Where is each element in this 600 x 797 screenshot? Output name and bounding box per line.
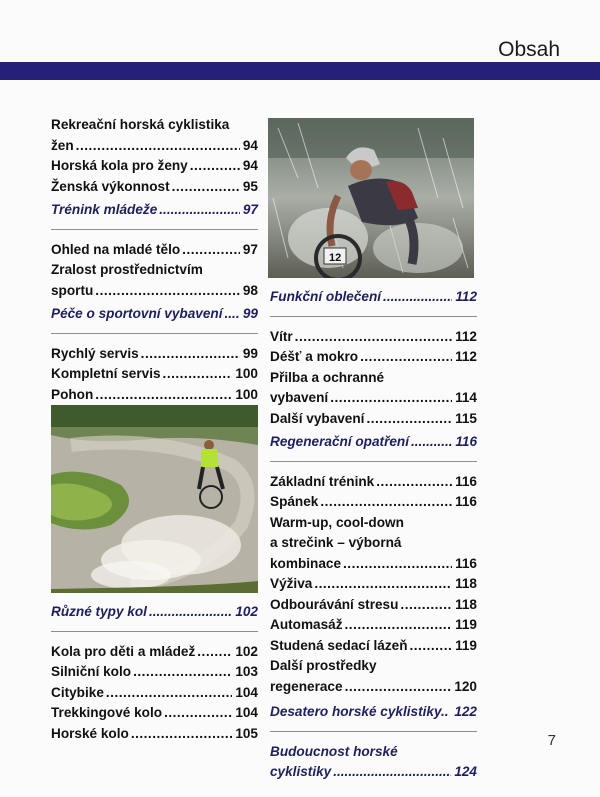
entry-page: 119 — [455, 617, 477, 632]
entry-page: 94 — [242, 137, 258, 153]
entry-page: 118 — [455, 596, 477, 612]
toc-section[interactable] — [270, 702, 477, 723]
section-title: cyklistiky — [270, 764, 332, 779]
toc-entry[interactable] — [270, 409, 477, 430]
entry-page: 99 — [242, 345, 258, 361]
entry-page: 102 — [235, 643, 258, 659]
divider — [270, 316, 477, 317]
toc-section[interactable] — [51, 304, 258, 325]
toc-entry[interactable] — [51, 156, 258, 177]
section-page: 122 — [454, 704, 477, 719]
photo-cyclist-gravel — [51, 405, 258, 593]
entry-title: Automasáž — [270, 617, 343, 632]
toc-section[interactable] — [270, 432, 477, 453]
section-page: 124 — [454, 764, 477, 779]
section-title: Péče o sportovní vybavení — [51, 306, 223, 321]
entry-title-line: Warm-up, cool-down — [270, 514, 404, 530]
toc-left-column-lower — [51, 602, 258, 744]
toc-entry[interactable] — [51, 683, 258, 704]
entry-title: Silniční kolo — [51, 664, 132, 679]
toc-section[interactable] — [270, 742, 477, 783]
entry-page: 100 — [235, 366, 258, 381]
entry-page: 95 — [242, 178, 258, 194]
toc-section[interactable] — [51, 200, 258, 221]
toc-right-column — [270, 287, 477, 783]
divider — [270, 461, 477, 462]
section-page: 97 — [242, 202, 258, 217]
entry-page: 98 — [242, 282, 258, 298]
toc-entry[interactable] — [270, 615, 477, 636]
entry-title-line: Rekreační horská cyklistika — [51, 117, 230, 132]
entry-title: Horské kolo — [51, 725, 129, 741]
divider — [51, 631, 258, 632]
entry-title: Horská kola pro ženy — [51, 158, 188, 173]
toc-section[interactable] — [51, 602, 258, 623]
entry-title-line: Zralost prostřednictvím — [51, 262, 203, 277]
entry-title: Kompletní servis — [51, 366, 161, 381]
entry-page: 114 — [455, 390, 477, 405]
entry-title-line: a strečink – výborná — [270, 535, 402, 550]
entry-title: Ohled na mladé tělo — [51, 241, 181, 257]
divider — [51, 333, 258, 334]
entry-page: 112 — [455, 349, 477, 364]
toc-entry[interactable] — [51, 662, 258, 683]
entry-title: Pohon — [51, 386, 94, 402]
toc-entry[interactable] — [270, 636, 477, 657]
entry-page: 120 — [454, 678, 477, 694]
entry-title: vybavení — [270, 390, 329, 405]
section-title: Trénink mládeže — [51, 202, 158, 217]
section-title: Funkční oblečení — [270, 289, 382, 304]
section-page: 99 — [242, 306, 258, 321]
toc-entry[interactable] — [270, 492, 477, 513]
entry-title: Citybike — [51, 684, 104, 700]
toc-entry[interactable] — [51, 385, 258, 406]
entry-title: Kola pro děti a mládež — [51, 643, 196, 659]
toc-entry[interactable] — [51, 344, 258, 365]
entry-page: 119 — [455, 637, 477, 653]
toc-entry[interactable] — [270, 472, 477, 493]
entry-title: Odbourávání stresu — [270, 596, 399, 612]
entry-title-line: Přilba a ochranné — [270, 369, 385, 385]
section-title-line: Budoucnost horské — [270, 743, 398, 759]
number-plate: 12 — [329, 252, 342, 264]
toc-left-column — [51, 115, 258, 426]
toc-entry[interactable] — [270, 368, 477, 409]
toc-entry[interactable] — [270, 574, 477, 595]
entry-page: 104 — [235, 705, 258, 720]
entry-title: regenerace — [270, 678, 343, 694]
divider — [51, 229, 258, 230]
section-page: 112 — [455, 289, 477, 304]
toc-entry[interactable] — [270, 347, 477, 368]
entry-page: 103 — [235, 664, 258, 679]
entry-title-line: Další prostředky — [270, 658, 377, 673]
toc-entry[interactable] — [51, 364, 258, 385]
section-title: Různé typy kol — [51, 604, 147, 619]
header-bar — [0, 62, 600, 80]
entry-title: Výživa — [270, 576, 313, 591]
entry-title: Další vybavení — [270, 410, 365, 426]
toc-entry[interactable] — [51, 115, 258, 156]
entry-title: Spánek — [270, 494, 319, 509]
section-title: Regenerační opatření — [270, 434, 409, 449]
entry-page: 94 — [242, 158, 258, 173]
toc-entry[interactable] — [51, 724, 258, 745]
section-page: 116 — [455, 434, 477, 449]
section-title: Desatero horské cyklistiky.. — [270, 704, 449, 719]
toc-entry[interactable] — [270, 595, 477, 616]
entry-page: 116 — [455, 473, 477, 489]
toc-entry[interactable] — [51, 240, 258, 261]
entry-page: 112 — [455, 328, 477, 344]
entry-title: Rychlý servis — [51, 345, 139, 361]
entry-title: žen — [51, 137, 74, 153]
entry-page: 116 — [455, 494, 477, 509]
toc-section[interactable] — [270, 287, 477, 308]
section-title: Obsah — [498, 38, 560, 61]
entry-title: sportu — [51, 282, 94, 298]
entry-page: 118 — [455, 576, 477, 591]
toc-entry[interactable] — [270, 656, 477, 697]
entry-title: Základní trénink — [270, 473, 375, 489]
entry-page: 105 — [235, 725, 258, 741]
entry-page: 100 — [235, 386, 258, 402]
toc-entry[interactable] — [51, 703, 258, 724]
toc-entry[interactable] — [270, 327, 477, 348]
entry-title: Studená sedací lázeň — [270, 637, 408, 653]
divider — [270, 731, 477, 732]
entry-title: kombinace — [270, 555, 342, 571]
toc-entry[interactable] — [51, 642, 258, 663]
entry-title: Déšť a mokro — [270, 349, 359, 364]
entry-title: Ženská výkonnost — [51, 178, 170, 194]
entry-title: Trekkingové kolo — [51, 705, 163, 720]
section-page: 102 — [235, 604, 258, 619]
toc-entry[interactable] — [51, 177, 258, 198]
entry-title: Vítr — [270, 328, 293, 344]
toc-entry[interactable] — [270, 513, 477, 575]
entry-page: 116 — [455, 555, 477, 571]
entry-page: 104 — [235, 684, 258, 700]
entry-page: 97 — [242, 241, 258, 257]
photo-cyclist-rain — [268, 118, 474, 278]
entry-page: 115 — [455, 410, 477, 426]
toc-entry[interactable] — [51, 260, 258, 301]
page-number: 7 — [547, 732, 556, 749]
